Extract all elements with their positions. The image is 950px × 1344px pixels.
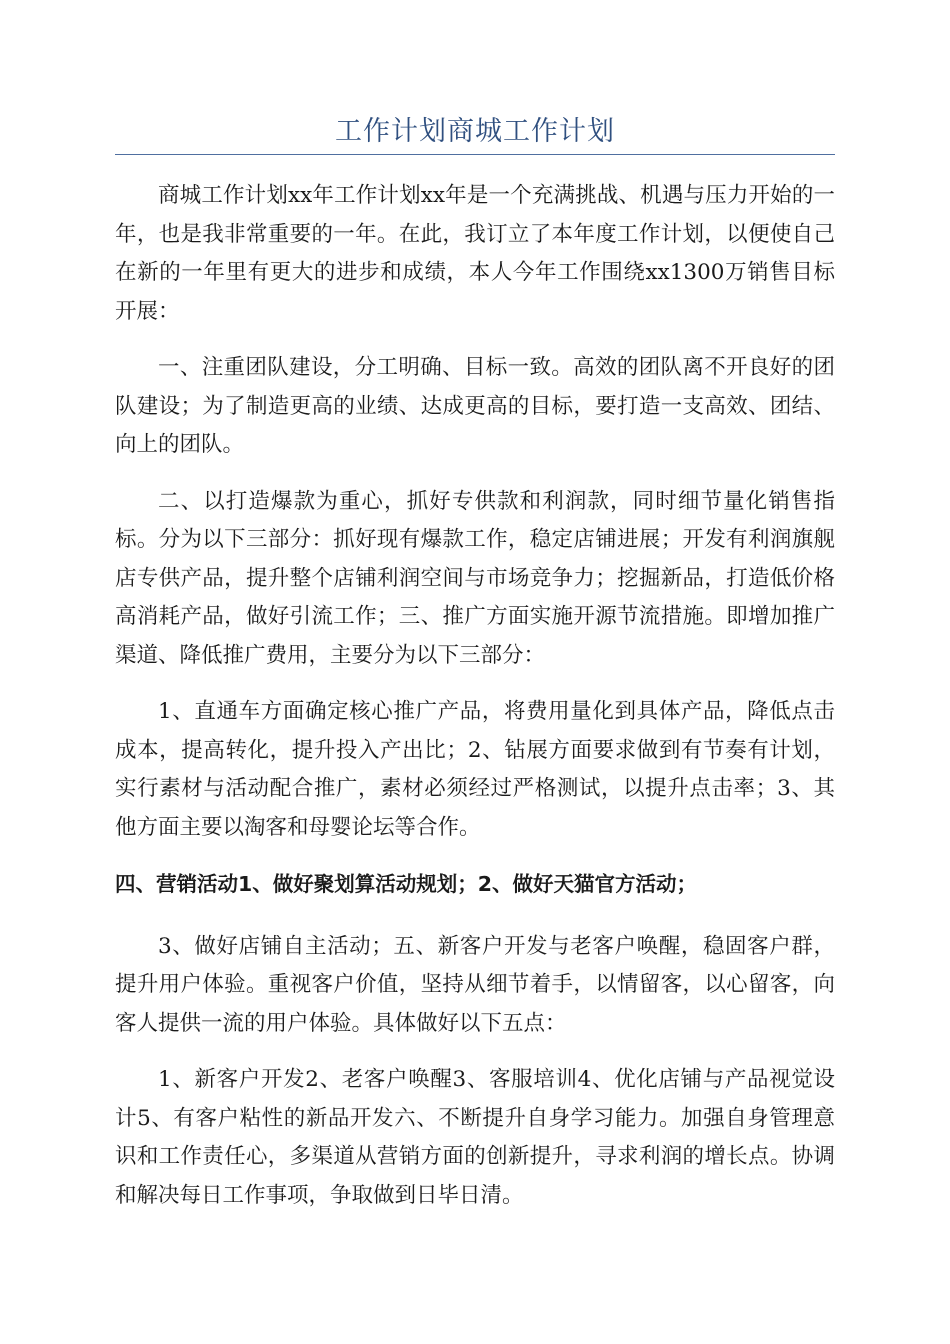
paragraph-promotion-channels: 1、直通车方面确定核心推广产品，将费用量化到具体产品，降低点击成本，提高转化，提升投入产出比；2、钻展方面要求做到有节奏有计划，实行素材与活动配合推广，素材必须经过严格测试，以提升点击率；3、其他方面主要以淘客和母婴论坛等合作。 [115, 699, 835, 840]
paragraph-intro: 商城工作计划xx年工作计划xx年是一个充满挑战、机遇与压力开始的一年，也是我非常重要的一年。在此，我订立了本年度工作计划，以便使自己在新的一年里有更大的进步和成绩，本人今年工作围绕xx1300万销售目标开展： [115, 183, 835, 324]
paragraph-five-points: 1、新客户开发2、老客户唤醒3、客服培训4、优化店铺与产品视觉设计5、有客户粘性的新品开发六、不断提升自身学习能力。加强自身管理意识和工作责任心，多渠道从营销方面的创新提升，寻求利润的增长点。协调和解决每日工作事项，争取做到日毕日清。 [115, 1067, 835, 1208]
paragraph-customer-development: 3、做好店铺自主活动；五、新客户开发与老客户唤醒，稳固客户群，提升用户体验。重视客户价值，坚持从细节着手，以情留客，以心留客，向客人提供一流的用户体验。具体做好以下五点： [115, 933, 835, 1036]
paragraph-hot-products: 二、以打造爆款为重心，抓好专供款和利润款，同时细节量化销售指标。分为以下三部分：抓好现有爆款工作，稳定店铺进展；开发有利润旗舰店专供产品，提升整个店铺利润空间与市场竞争力；挖掘新品，打造低价格高消耗产品，做好引流工作；三、推广方面实施开源节流措施。即增加推广渠道、降低推广费用，主要分为以下三部分： [115, 488, 835, 668]
paragraph-marketing-heading: 四、营销活动1、做好聚划算活动规划；2、做好天猫官方活动； [115, 872, 698, 896]
document-title: 工作计划商城工作计划 [115, 112, 835, 155]
document-page [115, 112, 835, 1233]
paragraph-team-building: 一、注重团队建设，分工明确、目标一致。高效的团队离不开良好的团队建设；为了制造更高的业绩、达成更高的目标，要打造一支高效、团结、向上的团队。 [115, 355, 835, 457]
